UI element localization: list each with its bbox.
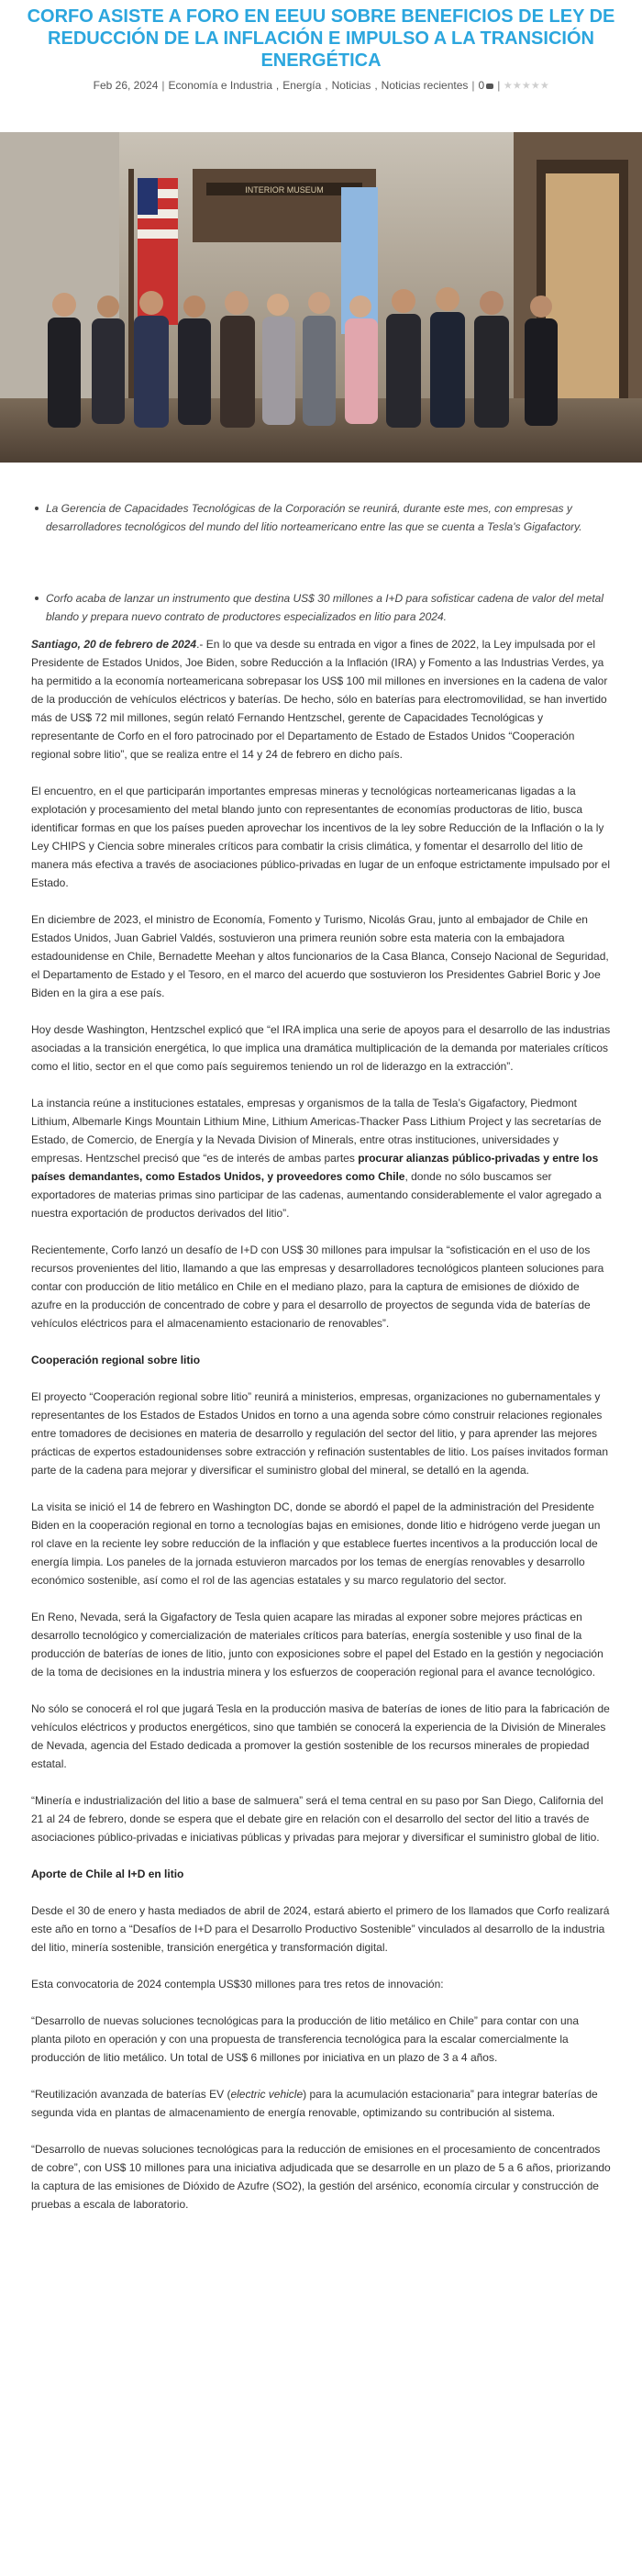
category-link-economia[interactable]: Economía e Industria <box>168 79 272 92</box>
post-meta: Feb 26, 2024 | Economía e Industria , Energía , Noticias , Noticias recientes | 0 | <box>26 79 616 92</box>
body-paragraph: “Desarrollo de nuevas soluciones tecnológicas para la reducción de emisiones en el procesamiento de concentrados de cobre”, con US$ 10 millones para una iniciativa adjudicada que se desarrolle en un plazo de 5 a 6 años, priorizando la captura de las emisiones de Dióxido de Azufre (SO2), la gestión del arsénico, economía circular y construcción de pruebas a escala de laboratorio. <box>31 2143 611 2211</box>
body-paragraph: El encuentro, en el que participarán importantes empresas mineras y tecnológicas norteamericanas ligadas a la explotación y procesamiento del metal blando junto con representantes de economías productoras de litio, busca identificar formas en que los países pueden aprovechar los incentivos de la ley sobre Reducción de la Inflación o la ly Ley CHIPS y Ciencia sobre minerales críticos para combatir la crisis climática, y fomentar el desarrollo del litio de manera más efectiva a través de asociaciones público-privadas en lugar de un enfoque estrictamente impulsado por el Estado. <box>31 785 611 889</box>
body-paragraph: Esta convocatoria de 2024 contempla US$30 millones para tres retos de innovación: <box>31 1978 444 1991</box>
category-link-energia[interactable]: Energía <box>282 79 322 92</box>
body-paragraph: “Desarrollo de nuevas soluciones tecnológicas para la producción de litio metálico en Chile” para contar con una planta piloto en operación y con una propuesta de transferencia tecnológica para la escalar comercialmente la producción de litio metálico. Un total de US$ 6 millones por iniciativa en un plazo de 3 a 4 años. <box>31 2014 580 2064</box>
rating-stars[interactable] <box>504 82 548 90</box>
post-date: Feb 26, 2024 <box>93 79 159 92</box>
body-paragraph: No sólo se conocerá el rol que jugará Tesla en la producción masiva de baterías de iones de litio para la fabricación de vehículos eléctricos y productos energéticos, sino que también se conocerá la experiencia de la División de Minerales de Nevada, agencia del Estado dedicada a promover la gestión sostenible de los recursos minerales de propiedad estatal. <box>31 1702 610 1770</box>
body-paragraph: En Reno, Nevada, será la Gigafactory de Tesla quien acapare las miradas al exponer sobre mejores prácticas en desarrollo tecnológico y comercialización de materiales críticos para baterías, energía sostenible y uso final de la producción de baterías de iones de litio, junto con exposiciones sobre el papel del Estado en la gestión y negociación de la toma de decisiones en la industria minera y los esfuerzos de cooperación regional para el avance tecnológico. <box>31 1611 603 1678</box>
star-icon[interactable] <box>522 82 530 90</box>
star-icon[interactable] <box>504 82 512 90</box>
highlighted-quote: procurar alianzas público-privadas y entre los países demandantes, como Estados Unidos, y proveedores como Chile <box>31 1152 599 1183</box>
summary-bullet: La Gerencia de Capacidades Tecnológicas de la Corporación se reunirá, durante este mes, con empresas y desarrolladores tecnológicos del mundo del litio norteamericano entre las que se cuenta a Tesla's Gigafactory. <box>35 499 605 536</box>
body-paragraph: En diciembre de 2023, el ministro de Economía, Fomento y Turismo, Nicolás Grau, junto al embajador de Chile en Estados Unidos, Juan Gabriel Valdés, sostuvieron una primera reunión sobre esta materia con la embajadora estadounidense en Chile, Bernadette Meehan y altos funcionarios de la Casa Blanca, Consejo Nacional de Seguridad, el Departamento de Estado y el Tesoro, en el marco del acuerdo que sostuvieron los Presidentes Gabriel Boric y Joe Biden en la gira a ese país. <box>31 913 609 999</box>
article-title: CORFO ASISTE A FORO EN EEUU SOBRE BENEFICIOS DE LEY DE REDUCCIÓN DE LA INFLACIÓN E IMPULSO A LA TRANSICIÓN ENERGÉTICA <box>27 6 615 71</box>
star-icon[interactable] <box>531 82 539 90</box>
body-paragraph: Santiago, 20 de febrero de 2024.- En lo que va desde su entrada en vigor a fines de 2022, la Ley impulsada por el Presidente de Estados Unidos, Joe Biden, sobre Reducción a la Inflación (IRA) y Fomento a las Industrias Verdes, ya ha permitido a la economía norteamericana sobrepasar los US$ 100 mil millones en inversiones en la cadena de valor de la producción de vehículos eléctricos y baterías. De hecho, sólo en baterías para electromovilidad, se han invertido más de US$ 72 mil millones, según relató Fernando Hentzschel, gerente de Capacidades Tecnológicas y representante de Corfo en el foro patrocinado por el Departamento de Estado de Estados Unidos “Cooperación regional sobre litio”, que se realiza entre el 14 y 24 de febrero en dicho país. <box>31 638 608 761</box>
section-heading: Aporte de Chile al I+D en litio <box>31 1868 184 1880</box>
comment-icon <box>486 84 493 89</box>
summary-bullet: Corfo acaba de lanzar un instrumento que destina US$ 30 millones a I+D para sofisticar cadena de valor del metal blando y prepara nuevo contrato de productores especializados en litio para 2024. <box>35 589 605 626</box>
section-heading: Cooperación regional sobre litio <box>31 1354 201 1366</box>
body-paragraph: La visita se inició el 14 de febrero en Washington DC, donde se abordó el papel de la administración del Presidente Biden en la cooperación regional en torno a tecnologías bajas en emisiones, donde litio e hidrógeno verde juegan un rol clave en la reciente ley sobre reducción de la inflación y que establece fuertes incentivos a la producción local de energía limpia. Los paneles de la jornada estuvieron marcados por los temas de energías renovables y desarrollo económico sostenible, así como el rol de las agencias estatales y su marco regulatorio del sector. <box>31 1500 601 1587</box>
body-paragraph: El proyecto “Cooperación regional sobre litio” reunirá a ministerios, empresas, organizaciones no gubernamentales y representantes de los Estados de Estados Unidos en torno a una agenda sobre cómo construir relaciones regionales entre tomadores de decisiones en materia de desarrollo y regulación del sector del litio, y para aprender las mejores prácticas de expertos estadounidenses sobre extracción y refinación sustentables de litio. Los países invitados forman parte de la cadena para mejorar y diversificar el suministro global del mineral, se detalló en la agenda. <box>31 1390 609 1477</box>
body-paragraph: La instancia reúne a instituciones estatales, empresas y organismos de la talla de Tesla’s Gigafactory, Piedmont Lithium, Albemarle Kings Mountain Lithium Mine, Lithium Americas-Thacker Pass Lithium Project y las secretarías de Estado, de Comercio, de Energía y la Nevada Division of Minerals, entre otras instituciones, universidades y empresas. Hentzschel precisó que “es de interés de ambas partes procurar alianzas público-privadas y entre los países demandantes, como Estados Unidos, y proveedores como Chile, donde no sólo buscamos ser exportadores de materias primas sino participar de las cadenas, aumentando considerablemente el valor agregado a nuestra exportación de productos derivados del litio”. <box>31 1097 602 1220</box>
category-link-noticias-recientes[interactable]: Noticias recientes <box>381 79 469 92</box>
body-paragraph: Hoy desde Washington, Hentzschel explicó que “el IRA implica una serie de apoyos para el desarrollo de las industrias asociadas a la transición energética, lo que implica una dramática multiplicación de la demanda por materiales críticos como el litio, sector en el que como país seguiremos teniendo un rol de liderazgo en la extracción”. <box>31 1023 611 1073</box>
body-paragraph: Recientemente, Corfo lanzó un desafío de I+D con US$ 30 millones para impulsar la “sofisticación en el uso de los recursos provenientes del litio, llamando a que las empresas y desarrolladores tecnológicos planteen soluciones para contar con producción de litio metálico en Chile en el mediano plazo, para la captura de emisiones de dióxido de azufre en la producción de concentrado de cobre y para el desarrollo de proyectos de segunda vida de baterías de vehículos eléctricos para el almacenamiento estacionario de renovables”. <box>31 1243 604 1330</box>
body-paragraph: “Minería e industrialización del litio a base de salmuera” será el tema central en su paso por San Diego, California del 21 al 24 de febrero, donde se espera que el debate gire en relación con el desarrollo del sector del litio a través de asociaciones público-privadas e iniciativas públicas y privadas para mejorar y diversificar el suministro global de litio. <box>31 1794 603 1844</box>
comment-count: 0 <box>478 79 485 92</box>
article-header <box>0 0 642 92</box>
italic-term: electric vehicle <box>230 2088 304 2101</box>
comments-link[interactable] <box>479 79 494 92</box>
hero-photo <box>0 132 642 463</box>
body-paragraph: Desde el 30 de enero y hasta mediados de abril de 2024, estará abierto el primero de los llamados que Corfo realizará este año en torno a “Desafíos de I+D para el Desarrollo Productivo Sostenible” vinculados al desarrollo de la industria del litio, minería sostenible, transición energética y transformación digital. <box>31 1904 610 1954</box>
museum-sign: INTERIOR MUSEUM <box>245 185 324 195</box>
star-icon[interactable] <box>540 82 548 90</box>
star-icon[interactable] <box>513 82 521 90</box>
group-photo-illustration <box>0 132 642 463</box>
summary-bullets <box>0 499 642 626</box>
category-link-noticias[interactable]: Noticias <box>331 79 371 92</box>
body-paragraph: “Reutilización avanzada de baterías EV (electric vehicle) para la acumulación estacionaria” para integrar baterías de segunda vida en plantas de almacenamiento de energía renovable, optimizando su contribución al sistema. <box>31 2088 598 2119</box>
article-body <box>0 635 642 2214</box>
dateline: Santiago, 20 de febrero de 2024 <box>31 638 197 651</box>
